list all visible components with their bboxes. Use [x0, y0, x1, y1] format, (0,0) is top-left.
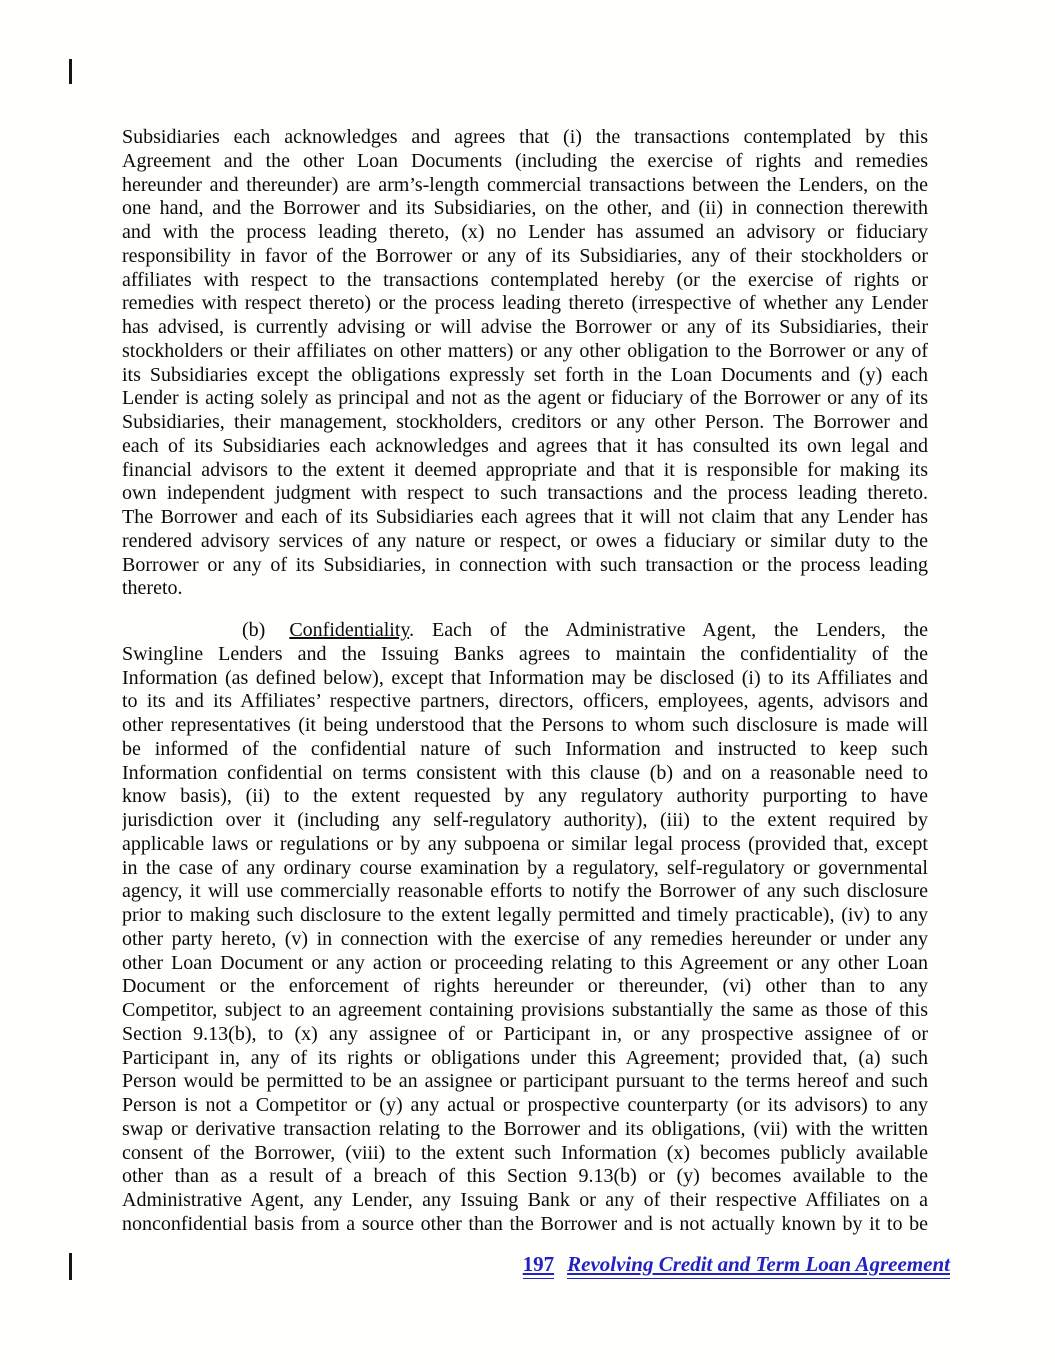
text-line: hereunder and thereunder) are arm’s-length commercial transactions between the Lenders, on the	[122, 173, 928, 196]
text-line: remedies with respect thereto) or the process leading thereto (irrespective of whether any Lender	[122, 292, 928, 315]
text-line: other party hereto, (v) in connection with the exercise of any remedies hereunder or under any	[122, 927, 928, 950]
text-line: to its and its Affiliates’ respective partners, directors, officers, employees, agents, advisors and	[122, 690, 928, 713]
revision-change-bar-top	[69, 59, 72, 84]
text-line: other Loan Document or any action or proceeding relating to this Agreement or any other Loan	[122, 951, 928, 974]
text-line: Person is not a Competitor or (y) any actual or prospective counterparty (or its advisors) to any	[122, 1094, 928, 1116]
text-line: Subsidiaries each acknowledges and agrees that (i) the transactions contemplated by this	[122, 126, 928, 148]
text-line: its Subsidiaries except the obligations expressly set forth in the Loan Documents and (y) each	[122, 363, 928, 386]
text-line: affiliates with respect to the transactions contemplated hereby (or the exercise of rights or	[122, 268, 928, 291]
text-line: Lender is acting solely as principal and not as the agent or fiduciary of the Borrower or any of its	[122, 387, 928, 410]
text-line: each of its Subsidiaries each acknowledges and agrees that it has consulted its own legal and	[122, 434, 928, 457]
text-line: Administrative Agent, any Lender, any Issuing Bank or any of their respective Affiliates on a	[122, 1189, 928, 1211]
text-line: swap or derivative transaction relating to the Borrower and its obligations, (vii) with the written	[122, 1117, 928, 1140]
section-label: (b)	[242, 619, 266, 641]
paragraph-continuation-lines	[122, 126, 928, 601]
footer-document-title-link[interactable]: Revolving Credit and Term Loan Agreement	[567, 1252, 950, 1279]
text-line: Subsidiaries, their management, stockholders, creditors or any other Person. The Borrower and	[122, 411, 928, 433]
text-line: agency, it will use commercially reasonable efforts to notify the Borrower of any such disclosure	[122, 880, 928, 903]
paragraph-confidentiality-lines	[122, 643, 928, 1237]
footer-page-number-link[interactable]: 197	[523, 1252, 555, 1279]
text-line: responsibility in favor of the Borrower or any of its Subsidiaries, any of their stockholders or	[122, 244, 928, 267]
text-line: financial advisors to the extent it deemed appropriate and that it is responsible for making its	[122, 458, 928, 481]
text-line: Person would be permitted to be an assignee or participant pursuant to the terms hereof and such	[122, 1070, 928, 1093]
text-line: applicable laws or regulations or by any subpoena or similar legal process (provided that, except	[122, 832, 928, 855]
text-line: consent of the Borrower, (viii) to the extent such Information (x) becomes publicly available	[122, 1141, 928, 1164]
text-line: other than as a result of a breach of this Section 9.13(b) or (y) becomes available to the	[122, 1165, 928, 1188]
section-first-line-text: . Each of the Administrative Agent, the Lenders, the	[409, 619, 928, 641]
section-heading: Confidentiality	[289, 619, 410, 641]
page-text-block	[122, 126, 928, 1237]
text-line: Document or the enforcement of rights hereunder or thereunder, (vi) other than to any	[122, 975, 928, 998]
text-line: rendered advisory services of any nature or respect, or owes a fiduciary or similar duty to the	[122, 529, 928, 552]
text-line: The Borrower and each of its Subsidiaries each agrees that it will not claim that any Lender has	[122, 506, 928, 528]
text-line: be informed of the confidential nature of such Information and instructed to keep such	[122, 737, 928, 760]
text-line: Information (as defined below), except that Information may be disclosed (i) to its Affiliates and	[122, 666, 928, 689]
text-line: Agreement and the other Loan Documents (including the exercise of rights and remedies	[122, 149, 928, 172]
text-line: other representatives (it being understood that the Persons to whom such disclosure is made will	[122, 714, 928, 736]
text-line-section-b-first	[122, 619, 928, 643]
text-line: know basis), (ii) to the extent requested by any regulatory authority purporting to have	[122, 785, 928, 808]
text-line: own independent judgment with respect to such transactions and the process leading thereto.	[122, 482, 928, 505]
text-line: Borrower or any of its Subsidiaries, in connection with such transaction or the process leading	[122, 553, 928, 576]
text-line: in the case of any ordinary course examination by a regulatory, self-regulatory or governmental	[122, 856, 928, 879]
text-line: Swingline Lenders and the Issuing Banks agrees to maintain the confidentiality of the	[122, 642, 928, 665]
text-line: prior to making such disclosure to the extent legally permitted and timely practicable), (iv) to any	[122, 904, 928, 926]
text-line: jurisdiction over it (including any self-regulatory authority), (iii) to the extent required by	[122, 809, 928, 831]
paragraph-confidentiality	[122, 619, 928, 1237]
text-line: and with the process leading thereto, (x) no Lender has assumed an advisory or fiduciary	[122, 221, 928, 243]
paragraph-continuation	[122, 126, 928, 601]
text-line: Information confidential on terms consistent with this clause (b) and on a reasonable need to	[122, 761, 928, 784]
page-footer	[0, 1252, 950, 1279]
text-line: Participant in, any of its rights or obligations under this Agreement; provided that, (a) such	[122, 1046, 928, 1069]
text-line: one hand, and the Borrower and its Subsidiaries, on the other, and (ii) in connection therewith	[122, 197, 928, 220]
text-line: Competitor, subject to an agreement containing provisions substantially the same as those of this	[122, 999, 928, 1021]
text-line: Section 9.13(b), to (x) any assignee of or Participant in, or any prospective assignee of or	[122, 1022, 928, 1045]
text-line: thereto.	[122, 577, 183, 600]
text-line: stockholders or their affiliates on other matters) or any other obligation to the Borrower or any of	[122, 339, 928, 362]
text-line: nonconfidential basis from a source other than the Borrower and is not actually known by it to be	[122, 1212, 928, 1235]
text-line: has advised, is currently advising or will advise the Borrower or any of its Subsidiaries, their	[122, 316, 928, 338]
